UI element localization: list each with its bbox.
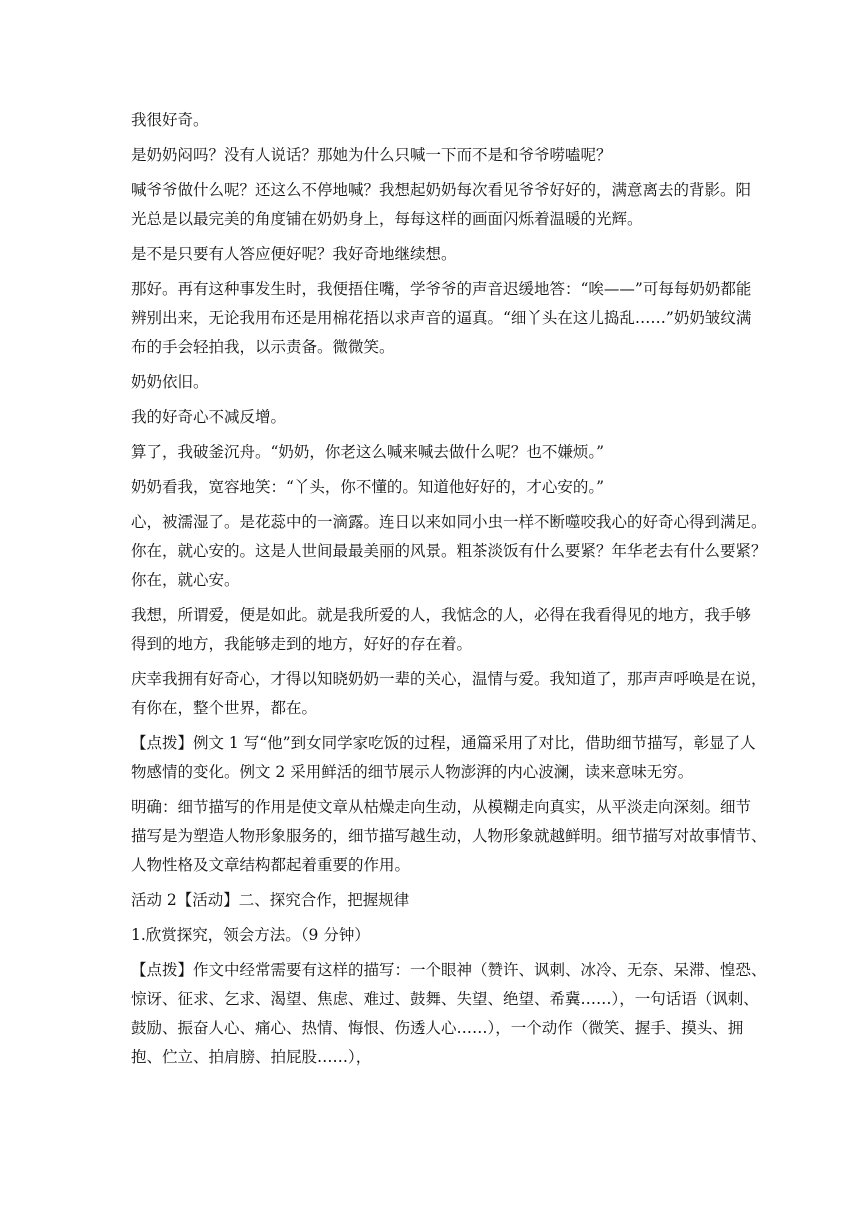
text-line: 1.欣赏探究，领会方法。（9 分钟） (131, 926, 370, 944)
text-line: 庆幸我拥有好奇心，才得以知晓奶奶一辈的关心，温情与爱。我知道了，那声声呼唤是在说， (131, 670, 767, 688)
paragraph (131, 886, 732, 915)
paragraph (131, 403, 732, 432)
paragraph (131, 921, 732, 950)
text-line: 奶奶依旧。 (131, 373, 209, 391)
text-line: 物感情的变化。例文 2 采用鲜活的细节展示人物澎湃的内心波澜，读来意味无穷。 (131, 763, 694, 781)
paragraph (131, 240, 732, 269)
text-line: 描写是为塑造人物形象服务的，细节描写越生动，人物形象就越鲜明。细节描写对故事情节、 (131, 827, 767, 845)
text-line: 是不是只要有人答应便好呢？我好奇地继续想。 (131, 245, 457, 263)
text-line: 光总是以最完美的角度铺在奶奶身上，每每这样的画面闪烁着温暖的光辉。 (131, 210, 643, 228)
text-line: 惊讶、征求、乞求、渴望、焦虑、难过、鼓舞、失望、绝望、希冀……），一句话语（讽刺、 (131, 990, 759, 1008)
text-line: 得到的地方，我能够走到的地方，好好的存在着。 (131, 635, 473, 653)
text-line: 明确：细节描写的作用是使文章从枯燥走向生动，从模糊走向真实，从平淡走向深刻。细节 (131, 798, 752, 816)
paragraph (131, 368, 732, 397)
text-line: 我很好奇。 (131, 111, 209, 129)
paragraph (131, 141, 732, 170)
text-line: 辨别出来，无论我用布还是用棉花捂以求声音的逼真。“细丫头在这儿捣乱……”奶奶皱纹满 (131, 309, 752, 327)
text-line: 布的手会轻拍我，以示责备。微微笑。 (131, 338, 395, 356)
paragraph (131, 106, 732, 135)
paragraph (131, 601, 752, 659)
text-line: 我想，所谓爱，便是如此。就是我所爱的人，我惦念的人，必得在我看得见的地方，我手够 (131, 606, 752, 624)
paragraph (131, 473, 732, 502)
text-line: 【点拨】例文 1 写“他”到女同学家吃饭的过程，通篇采用了对比，借助细节描写，彰显了人 (131, 734, 756, 752)
text-line: 心，被濡湿了。是花蕊中的一滴露。连日以来如同小虫一样不断噬咬我心的好奇心得到满足。 (131, 513, 767, 531)
paragraph (131, 793, 767, 880)
text-line: 【点拨】作文中经常需要有这样的描写：一个眼神（赞许、讽刺、冰冷、无奈、呆滞、惶恐、 (131, 961, 767, 979)
text-line: 算了，我破釜沉舟。“奶奶，你老这么喊来喊去做什么呢？也不嫌烦。” (131, 443, 605, 461)
text-line: 那好。再有这种事发生时，我便捂住嘴，学爷爷的声音迟缓地答：“唉——”可每每奶奶都能 (131, 280, 752, 298)
paragraph (131, 438, 732, 467)
text-line: 奶奶看我，宽容地笑：“丫头，你不懂的。知道他好好的，才心安的。” (131, 478, 605, 496)
text-line: 喊爷爷做什么呢？还这么不停地喊？我想起奶奶每次看见爷爷好好的，满意离去的背影。阳 (131, 181, 752, 199)
paragraph (131, 275, 752, 362)
text-line: 是奶奶闷吗？没有人说话？那她为什么只喊一下而不是和爷爷唠嗑呢？ (131, 146, 612, 164)
text-line: 你在，就心安。 (131, 571, 240, 589)
paragraph (131, 729, 756, 787)
text-line: 我的好奇心不减反增。 (131, 408, 287, 426)
paragraph (131, 956, 767, 1072)
paragraph (131, 665, 767, 723)
text-line: 抱、伫立、拍肩膀、拍屁股……）， (131, 1048, 372, 1066)
text-line: 你在，就心安的。这是人世间最最美丽的风景。粗茶淡饭有什么要紧？年华老去有什么要紧？ (131, 542, 767, 560)
text-line: 鼓励、振奋人心、痛心、热情、悔恨、伤透人心……），一个动作（微笑、握手、摸头、拥 (131, 1019, 744, 1037)
text-line: 活动 2【活动】二、探究合作，把握规律 (131, 891, 410, 909)
paragraph (131, 508, 767, 595)
text-line: 有你在，整个世界，都在。 (131, 699, 318, 717)
text-line: 人物性格及文章结构都起着重要的作用。 (131, 856, 411, 874)
paragraph (131, 176, 752, 234)
